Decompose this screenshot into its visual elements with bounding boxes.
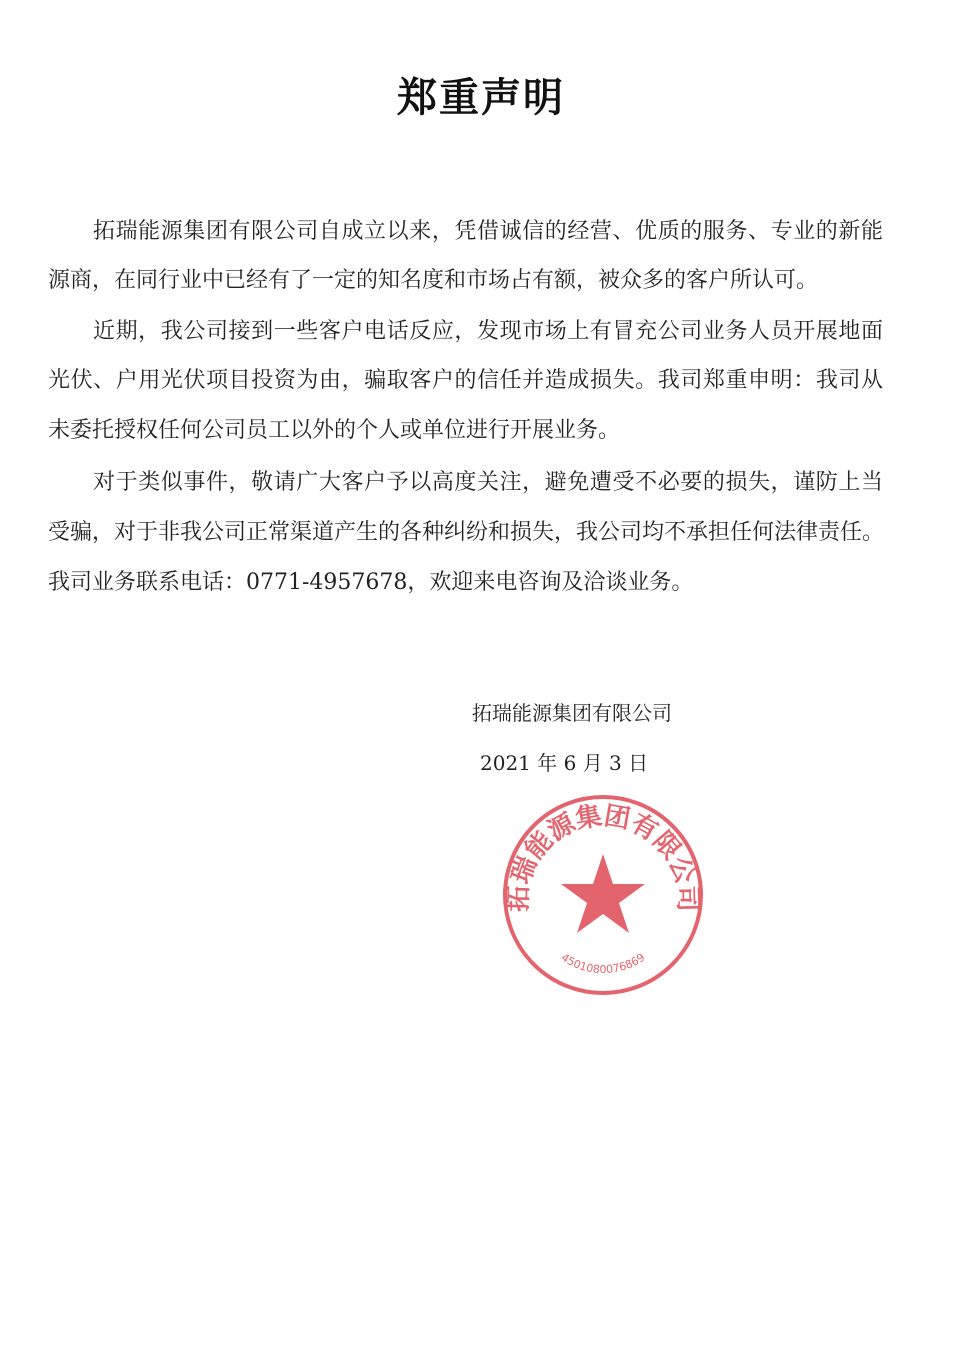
text-line: 受骗，对于非我公司正常渠道产生的各种纠纷和损失，我公司均不承担任何法律责任。 [48, 520, 885, 545]
text-line: 拓瑞能源集团有限公司自成立以来，凭借诚信的经营、优质的服务、专业的新能 [93, 219, 883, 244]
document-title: 郑重声明 [397, 75, 565, 121]
text-line: 未委托授权任何公司员工以外的个人或单位进行开展业务。 [48, 418, 621, 443]
seal-star-icon [561, 854, 645, 933]
seal-code: 4501080076869 [558, 950, 648, 977]
seal-arc-text: 拓瑞能源集团有限公司 [503, 801, 703, 913]
text-line: 源商，在同行业中已经有了一定的知名度和市场占有额，被众多的客户所认可。 [48, 268, 819, 293]
signature-company: 拓瑞能源集团有限公司 [472, 701, 672, 725]
text-line: 对于类似事件，敬请广大客户予以高度关注，避免遭受不必要的损失，谨防上当 [93, 470, 883, 495]
text-line: 光伏、户用光伏项目投资为由，骗取客户的信任并造成损失。我司郑重申明：我司从 [48, 368, 883, 393]
company-seal [500, 792, 706, 998]
text-line: 近期，我公司接到一些客户电话反应，发现市场上有冒充公司业务人员开展地面 [93, 319, 883, 344]
text-line: 我司业务联系电话：0771-4957678，欢迎来电咨询及洽谈业务。 [48, 570, 694, 595]
signature-date: 2021 年 6 月 3 日 [480, 751, 649, 775]
